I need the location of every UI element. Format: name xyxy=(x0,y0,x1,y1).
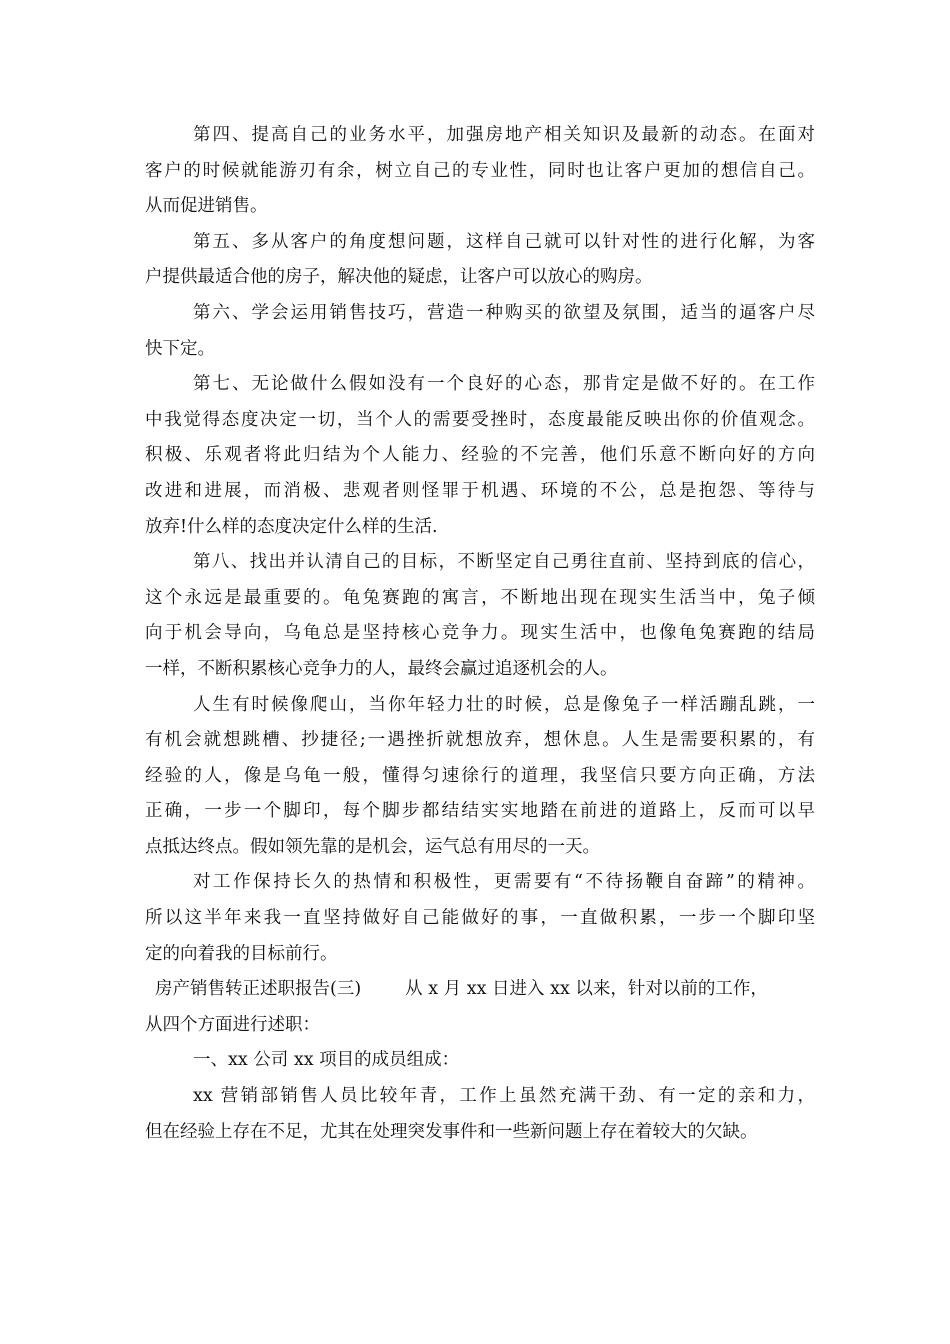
paragraph-7 xyxy=(145,367,815,545)
text-line: 户提供最适合他的房子，解决他的疑虑，让客户可以放心的购房。 xyxy=(145,267,653,288)
text-line: 对工作保持长久的热情和积极性，更需要有“不待扬鞭自奋蹄”的精神。 xyxy=(193,872,815,893)
report-title-line xyxy=(145,972,815,1008)
text-line: 改进和进展，而消极、悲观者则怪罪于机遇、环境的不公，总是抱怨、等待与 xyxy=(145,480,815,501)
text-line: 客户的时候就能游刃有余，树立自己的专业性，同时也让客户更加的想信自己。 xyxy=(145,160,815,181)
report-3-intro xyxy=(145,972,815,1043)
text-line: 第四、提高自己的业务水平，加强房地产相关知识及最新的动态。在面对 xyxy=(193,125,815,145)
paragraph-8 xyxy=(145,545,815,687)
text-line: 人生有时候像爬山，当你年轻力壮的时候，总是像兔子一样活蹦乱跳，一 xyxy=(193,694,815,715)
text-line: 向于机会导向，乌龟总是坚持核心竞争力。现实生活中，也像龟兔赛跑的结局 xyxy=(145,623,815,644)
report-title: 房产销售转正述职报告(三) xyxy=(155,979,362,1000)
text-line: 这个永远是最重要的。龟兔赛跑的寓言，不断地出现在现实生活当中，兔子倾 xyxy=(145,587,815,608)
text-line: 所以这半年来我一直坚持做好自己能做好的事，一直做积累，一步一个脚印坚 xyxy=(145,908,815,929)
text-line: 放弃!什么样的态度决定什么样的生活. xyxy=(145,516,438,537)
text-line: 中我觉得态度决定一切，当个人的需要受挫时，态度最能反映出你的价值观念。 xyxy=(145,409,815,430)
text-line: 点抵达终点。假如领先靠的是机会，运气总有用尽的一天。 xyxy=(145,836,600,857)
text-line: 但在经验上存在不足，尤其在处理突发事件和一些新问题上存在着较大的欠缺。 xyxy=(145,1121,758,1142)
paragraph-6 xyxy=(145,296,815,367)
paragraph-5 xyxy=(145,225,815,296)
document-page xyxy=(145,118,815,1150)
text-line: 快下定。 xyxy=(145,338,215,359)
text-line: 经验的人，像是乌龟一般，懂得匀速徐行的道理，我坚信只要方向正确，方法 xyxy=(145,765,815,786)
text-line: 第五、多从客户的角度想问题，这样自己就可以针对性的进行化解，为客 xyxy=(193,231,815,252)
paragraph-4 xyxy=(145,118,815,225)
report-intro-text: 从 x 月 xx 日进入 xx 以来，针对以前的工作， xyxy=(405,979,768,1000)
text-line: 有机会就想跳槽、抄捷径;一遇挫折就想放弃，想休息。人生是需要积累的，有 xyxy=(145,730,815,751)
text-line: 第八、找出并认清自己的目标，不断坚定自己勇往直前、坚持到底的信心， xyxy=(193,552,815,573)
text-line: 正确，一步一个脚印，每个脚步都结结实实地踏在前进的道路上，反而可以早 xyxy=(145,801,815,822)
text-line: xx 营销部销售人员比较年青，工作上虽然充满干劲、有一定的亲和力， xyxy=(193,1086,815,1107)
section-heading: 一、xx 公司 xx 项目的成员组成： xyxy=(193,1050,460,1071)
paragraph-9 xyxy=(145,688,815,866)
text-line: 积极、乐观者将此归结为个人能力、经验的不完善，他们乐意不断向好的方向 xyxy=(145,445,815,466)
paragraph-10 xyxy=(145,865,815,972)
text-line: 一样，不断积累核心竞争力的人，最终会赢过追逐机会的人。 xyxy=(145,658,618,679)
section-1 xyxy=(145,1043,815,1150)
text-line: 第六、学会运用销售技巧，营造一种购买的欲望及氛围，适当的逼客户尽 xyxy=(193,302,815,323)
text-line: 从而促进销售。 xyxy=(145,196,268,217)
text-line: 定的向着我的目标前行。 xyxy=(145,943,338,964)
text-line: 第七、无论做什么假如没有一个良好的心态，那肯定是做不好的。在工作 xyxy=(193,374,815,395)
text-line: 从四个方面进行述职： xyxy=(145,1014,320,1035)
